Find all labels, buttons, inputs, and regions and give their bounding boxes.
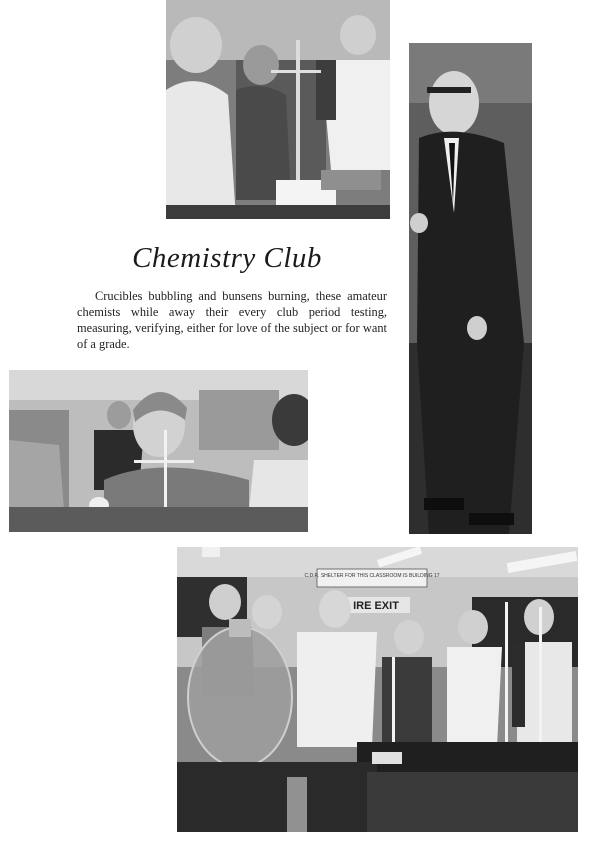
photo-students-ring-stand-image	[166, 0, 390, 219]
photo-teacher-image	[409, 43, 532, 534]
sign-shelter	[304, 569, 439, 587]
photo-club-group	[177, 547, 578, 832]
photo-club-group-image	[177, 547, 578, 832]
caption-text: Crucibles bubbling and bunsens burning, these amateur chemists while away their every club period testing, measuring, verifying, either for love of the subject or for want of a grade.	[77, 289, 387, 351]
photo-student-closeup	[9, 370, 308, 532]
photo-student-closeup-image	[9, 370, 308, 532]
svg-text:IRE EXIT: IRE EXIT	[353, 600, 399, 612]
sign-exit	[342, 597, 410, 613]
page-title: Chemistry Club	[132, 242, 322, 274]
photo-teacher	[409, 43, 532, 534]
svg-text:C.D.R. SHELTER FOR THIS CLASSR: C.D.R. SHELTER FOR THIS CLASSROOM IS BUILDING 17	[304, 573, 440, 579]
photo-students-ring-stand	[166, 0, 390, 219]
